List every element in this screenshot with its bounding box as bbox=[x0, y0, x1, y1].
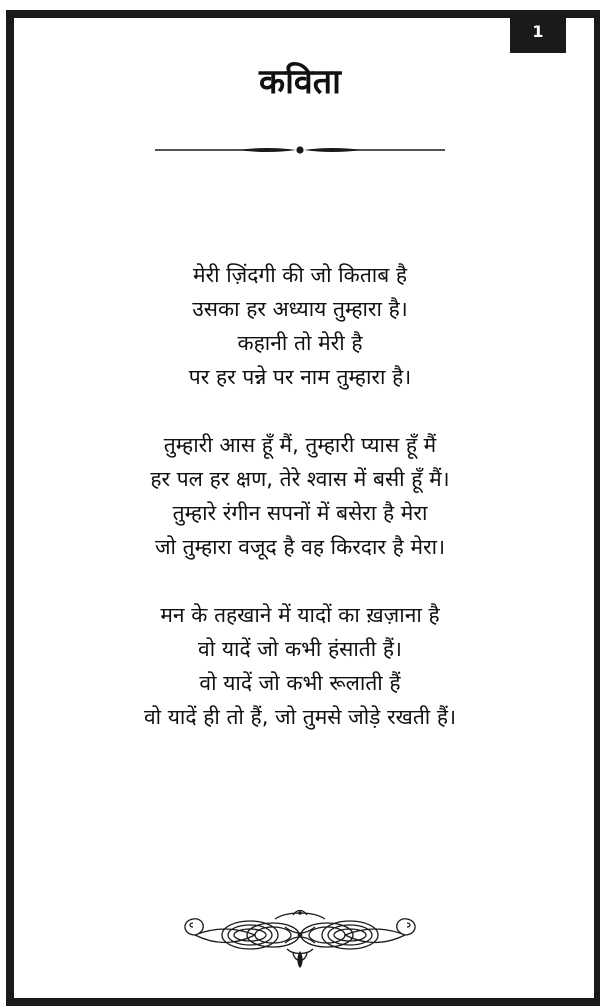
poem-line: मन के तहखाने में यादों का ख़ज़ाना है bbox=[160, 603, 440, 627]
page-number-badge bbox=[510, 10, 566, 53]
poem-line: मेरी ज़िंदगी की जो किताब है bbox=[192, 263, 408, 287]
poem-line: उसका हर अध्याय तुम्हारा है। bbox=[192, 297, 408, 321]
poem-line: कहानी तो मेरी है bbox=[237, 331, 363, 355]
poem-stanza-1 bbox=[20, 258, 580, 394]
poem-line: जो तुम्हारा वजूद है वह किरदार है मेरा। bbox=[154, 535, 446, 559]
page-number: 1 bbox=[532, 22, 544, 41]
poem-line: वो यादें जो कभी हंसाती हैं। bbox=[198, 637, 402, 661]
poem-line: वो यादें जो कभी रूलाती हैं bbox=[199, 671, 401, 695]
poem-line: तुम्हारी आस हूँ मैं, तुम्हारी प्यास हूँ मैं bbox=[163, 433, 437, 457]
poem-stanza-3 bbox=[20, 598, 580, 734]
poem-body bbox=[20, 258, 580, 768]
title-divider-icon bbox=[150, 135, 450, 165]
poem-line: वो यादें ही तो हैं, जो तुमसे जोड़े रखती हैं। bbox=[143, 705, 457, 729]
poem-line: तुम्हारे रंगीन सपनों में बसेरा है मेरा bbox=[172, 501, 428, 525]
poem-title: कविता bbox=[258, 62, 341, 102]
poem-line: हर पल हर क्षण, तेरे श्वास में बसी हूँ मैं। bbox=[150, 467, 450, 491]
poem-line: पर हर पन्ने पर नाम तुम्हारा है। bbox=[188, 365, 412, 389]
poem-stanza-2 bbox=[20, 428, 580, 564]
footer-scroll-ornament-icon bbox=[175, 905, 425, 970]
